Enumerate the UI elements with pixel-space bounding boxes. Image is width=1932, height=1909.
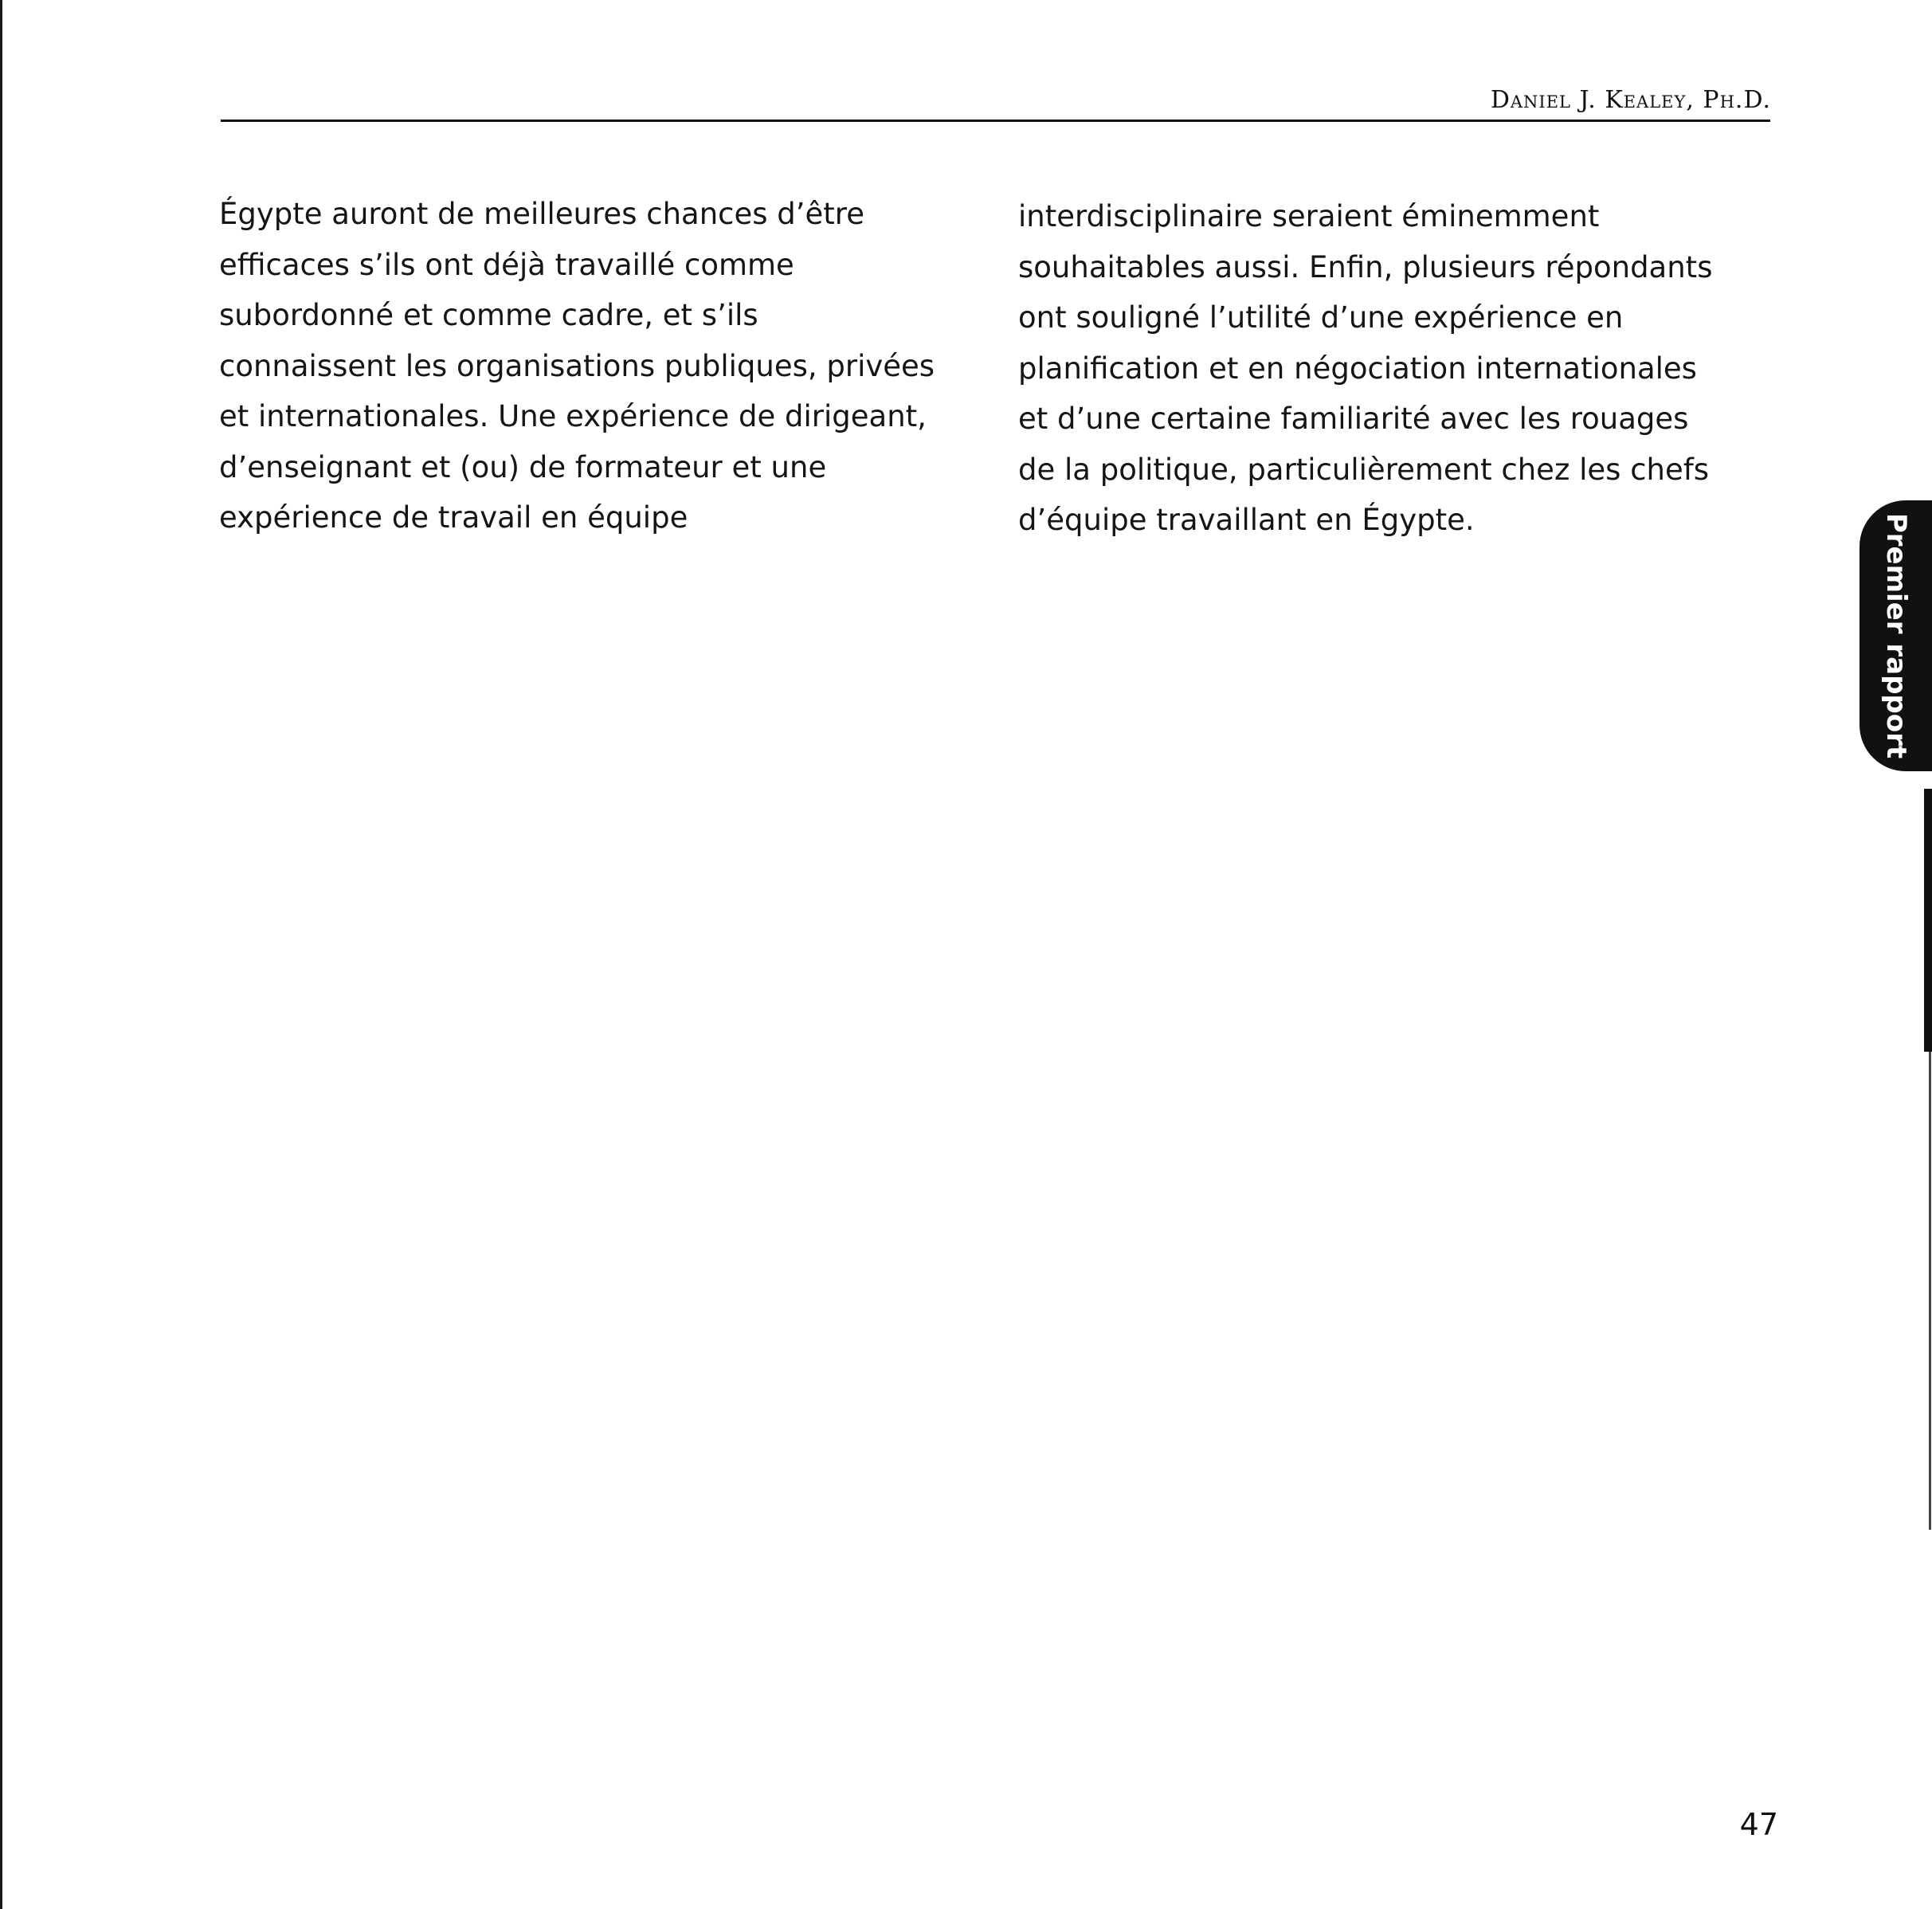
page-left-edge [0, 0, 2, 1909]
text-column-left [219, 189, 984, 543]
text-line: efficaces s’ils ont déjà travaillé comme [219, 247, 794, 282]
text-line: d’équipe travaillant en Égypte. [1018, 503, 1475, 537]
section-tab [1860, 500, 1932, 771]
text-line: ont souligné l’utilité d’une expérience en [1018, 300, 1624, 335]
text-line: et d’une certaine familiarité avec les rouages [1018, 402, 1689, 436]
section-tab-label: Premier rapport [1879, 512, 1912, 759]
edge-marker-line [1929, 1052, 1931, 1530]
text-line: Égypte auront de meilleures chances d’être [219, 197, 864, 231]
text-line: souhaitables aussi. Enfin, plusieurs répondants [1018, 249, 1713, 284]
running-header-author: Daniel J. Kealey, Ph.D. [1490, 86, 1771, 114]
page-number: 47 [1739, 1807, 1778, 1842]
text-line: et internationales. Une expérience de dirigeant, [219, 399, 927, 433]
header-rule [221, 120, 1770, 122]
text-line: d’enseignant et (ou) de formateur et une [219, 449, 827, 484]
text-line: subordonné et comme cadre, et s’ils [219, 298, 758, 332]
text-line: connaissent les organisations publiques, privées [219, 348, 935, 383]
text-line: de la politique, particulièrement chez les chefs [1018, 452, 1710, 487]
edge-marker-bar [1924, 789, 1932, 1052]
text-line: expérience de travail en équipe [219, 500, 688, 535]
text-line: planification et en négociation internationales [1018, 351, 1697, 386]
text-line: interdisciplinaire seraient éminemment [1018, 199, 1600, 233]
text-column-right [1018, 191, 1783, 546]
